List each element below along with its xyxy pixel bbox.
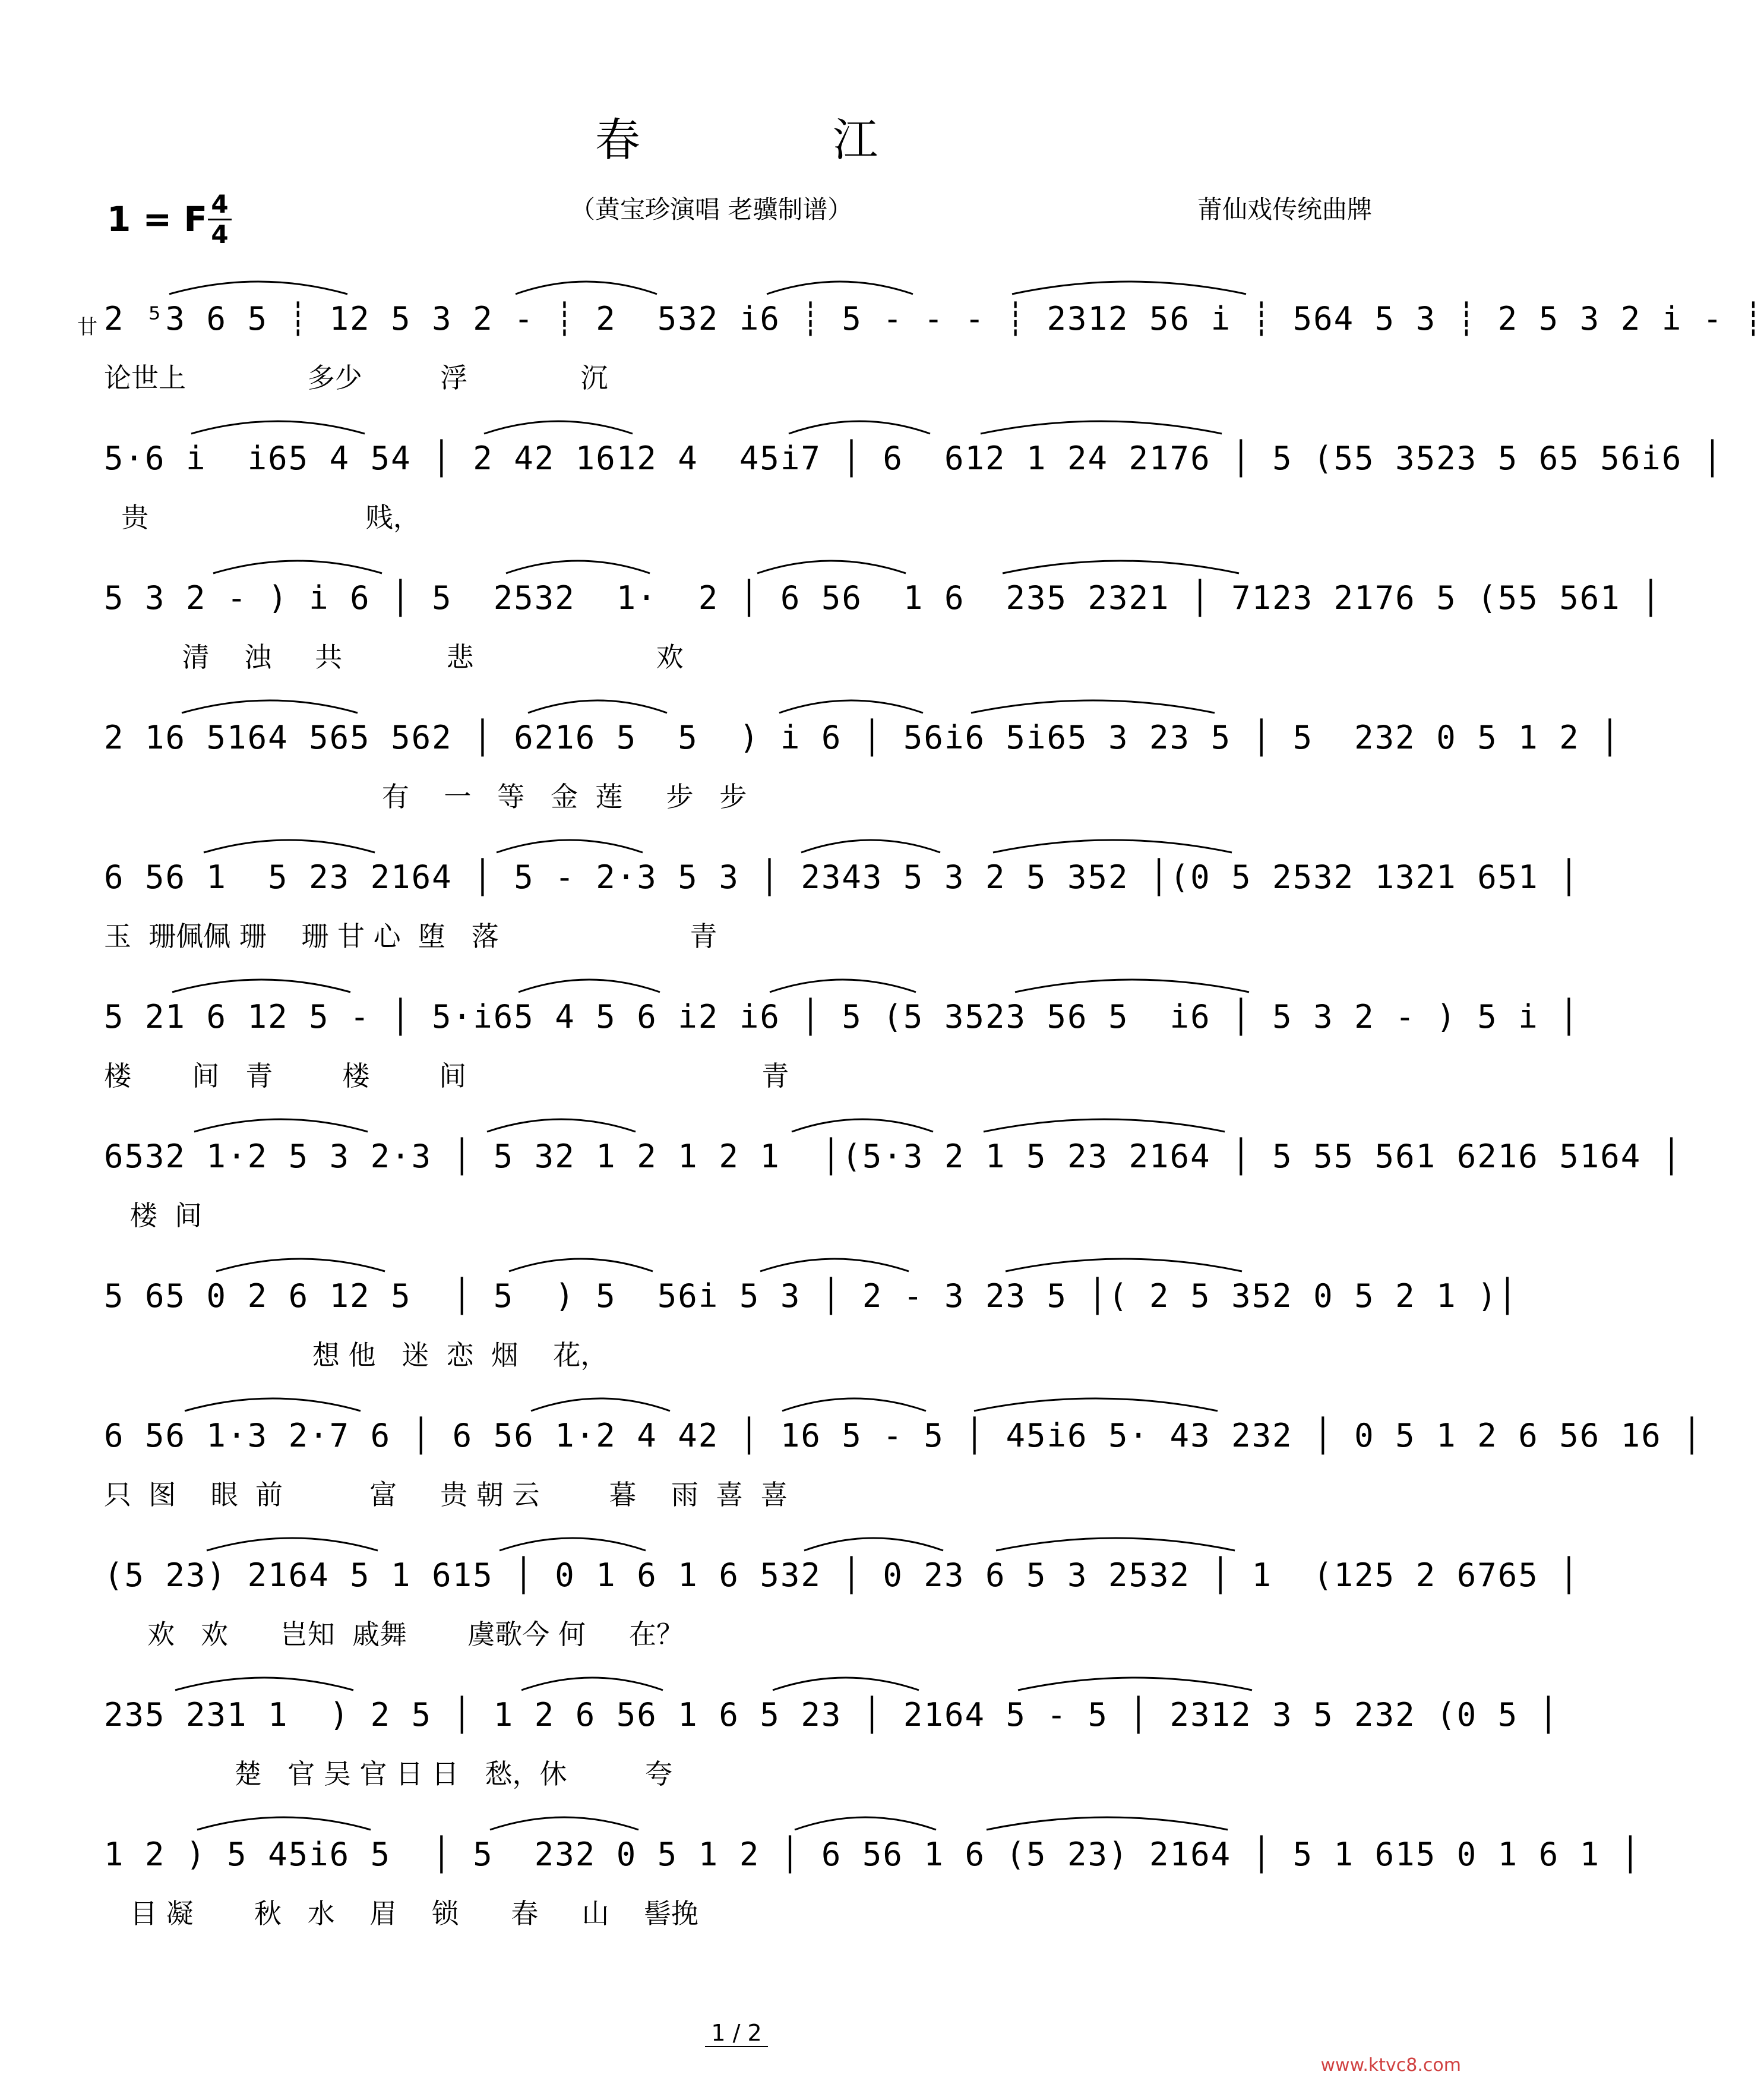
lyric-line: 想 他 迷 恋 烟 花， <box>104 1339 608 1371</box>
lyric-line: 论世上 多少 浮 沉 <box>104 362 608 394</box>
lyric-line: 有 一 等 金 莲 步 步 <box>104 781 747 813</box>
notation-line: 6532 1·2 5 3 2·3 │ 5 32 1 2 1 2 1 │(5·3 2 1 5 23 2164 │ 5 55 561 6216 5164 │ <box>104 1138 1683 1175</box>
time-signature-top: 4 <box>211 190 229 219</box>
lyric-line: 楼 间 青 楼 间 青 <box>104 1060 789 1092</box>
notation-line: 2 16 5164 565 562 │ 6216 5 5 ) i 6 │ 56i6 5i65 3 23 5 │ 5 232 0 5 1 2 │ <box>104 719 1621 756</box>
lyric-line: 清 浊 共 悲 欢 <box>104 641 684 673</box>
system-prefix: 廿 <box>77 315 97 339</box>
page-number: 1 / 2 <box>0 2020 1473 2046</box>
performer-credit: （黄宝珍演唱 老骥制谱） <box>570 195 853 224</box>
notation-line: 2 ⁵3 6 5 ┊ 12 5 3 2 - ┊ 2 532 i6 ┊ 5 - - - ┊ 2312 56 i ┊ 564 5 3 ┊ 2 5 3 2 i - ┊ <box>104 300 1764 337</box>
notation-line: 235 231 1 ) 2 5 │ 1 2 6 56 1 6 5 23 │ 2164 5 - 5 │ 2312 3 5 232 (0 5 │ <box>104 1696 1560 1733</box>
song-title: 春 江 <box>595 113 968 166</box>
lyric-line: 楚 官 吴 官 日 日 愁，休 夸 <box>104 1758 673 1790</box>
key-signature: 1 = F <box>107 199 207 239</box>
notation-line: 5·6 i i65 4 54 │ 2 42 1612 4 45i7 │ 6 612 1 24 2176 │ 5 (55 3523 5 65 56i6 │ <box>104 440 1724 477</box>
lyric-line: 玉 珊佩佩 珊 珊 甘 心 堕 落 青 <box>104 920 717 952</box>
notation-line: 6 56 1 5 23 2164 │ 5 - 2·3 5 3 │ 2343 5 3 2 5 352 │(0 5 2532 1321 651 │ <box>104 858 1580 896</box>
lyric-line: 楼 间 <box>104 1199 203 1232</box>
time-signature-bottom: 4 <box>211 220 229 249</box>
notation-line: 5 21 6 12 5 - │ 5·i65 4 5 6 i2 i6 │ 5 (5 3523 56 5 i6 │ 5 3 2 - ) 5 i │ <box>104 998 1580 1035</box>
lyric-line: 贵 贱， <box>104 501 421 533</box>
notation-line: (5 23) 2164 5 1 615 │ 0 1 6 1 6 532 │ 0 23 6 5 3 2532 │ 1 (125 2 6765 │ <box>104 1556 1580 1594</box>
notation-line: 5 65 0 2 6 12 5 │ 5 ) 5 56i 5 3 │ 2 - 3 23 5 │( 2 5 352 0 5 2 1 )│ <box>104 1277 1519 1315</box>
lyric-line: 欢 欢 岂知 戚舞 虞歌今 何 在？ <box>104 1618 684 1650</box>
tune-origin: 莆仙戏传统曲牌 <box>1197 195 1372 224</box>
notation-line: 5 3 2 - ) i 6 │ 5 2532 1· 2 │ 6 56 1 6 235 2321 │ 7123 2176 5 (55 561 │ <box>104 579 1662 617</box>
notation-line: 6 56 1·3 2·7 6 │ 6 56 1·2 4 42 │ 16 5 - 5 │ 45i6 5· 43 232 │ 0 5 1 2 6 56 16 │ <box>104 1417 1703 1454</box>
lyric-line: 目 凝 秋 水 眉 锁 春 山 髻挽 <box>104 1897 699 1930</box>
site-watermark: www.ktvc8.com <box>1320 2055 1461 2076</box>
notation-line: 1 2 ) 5 45i6 5 │ 5 232 0 5 1 2 │ 6 56 1 6 (5 23) 2164 │ 5 1 615 0 1 6 1 │ <box>104 1836 1642 1873</box>
lyric-line: 只 图 眼 前 富 贵 朝 云 暮 雨 喜 喜 <box>104 1479 788 1511</box>
time-signature <box>208 191 232 248</box>
